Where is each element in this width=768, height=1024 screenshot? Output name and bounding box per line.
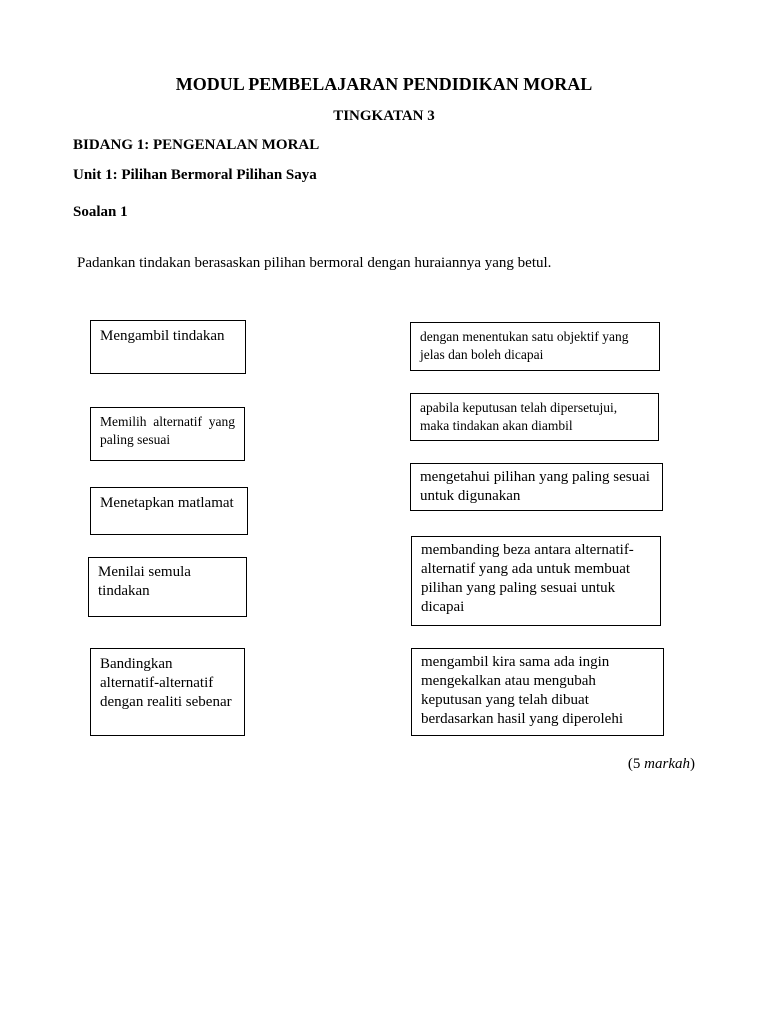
right-item-3: mengetahui pilihan yang paling sesuai untuk digunakan [410,463,663,511]
instruction-text: Padankan tindakan berasaskan pilihan bermoral dengan huraiannya yang betul. [77,255,552,271]
form-level: TINGKATAN 3 [333,108,435,124]
right-item-4: membanding beza antara alternatif-alternatif yang ada untuk membuat pilihan yang paling sesuai untuk dicapai [411,536,661,626]
right-item-5: mengambil kira sama ada ingin mengekalkan atau mengubah keputusan yang telah dibuat berdasarkan hasil yang diperolehi [411,648,664,736]
left-item-3: Menetapkan matlamat [90,487,248,535]
unit-heading: Unit 1: Pilihan Bermoral Pilihan Saya [73,167,317,183]
section-heading: BIDANG 1: PENGENALAN MORAL [73,137,320,153]
left-item-4: Menilai semula tindakan [88,557,247,617]
left-item-2: Memilih alternatif yang paling sesuai [90,407,245,461]
right-item-1: dengan menentukan satu objektif yang jelas dan boleh dicapai [410,322,660,371]
page-title: MODUL PEMBELAJARAN PENDIDIKAN MORAL [175,74,593,94]
right-item-2: apabila keputusan telah dipersetujui, maka tindakan akan diambil [410,393,659,441]
left-item-1: Mengambil tindakan [90,320,246,374]
left-item-5: Bandingkan alternatif-alternatif dengan realiti sebenar [90,648,245,736]
question-number: Soalan 1 [73,204,128,220]
marks-label: (5 markah) [627,756,695,772]
